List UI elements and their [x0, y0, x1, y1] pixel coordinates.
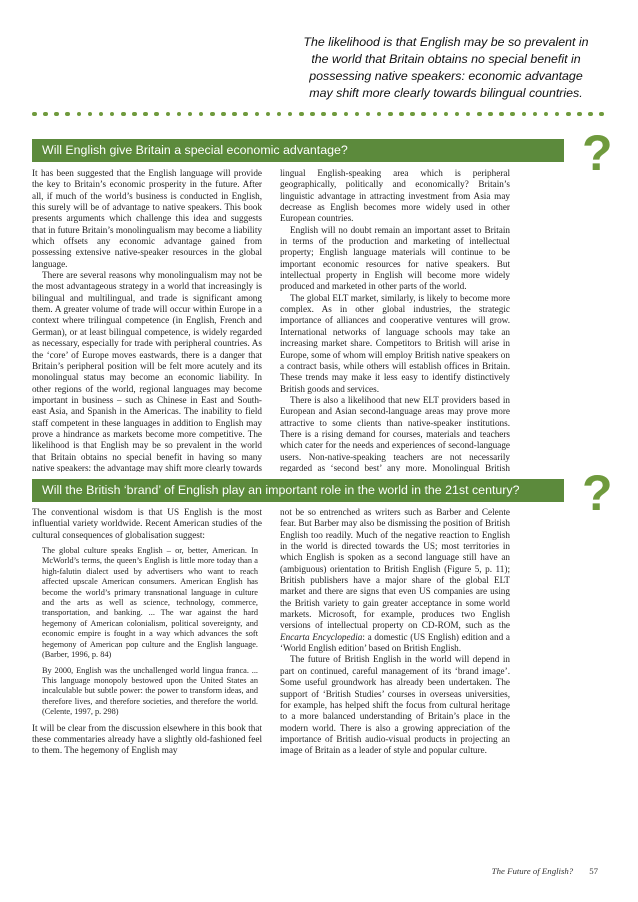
- divider-dot: [177, 112, 182, 117]
- page-footer: [492, 866, 598, 876]
- divider-dot: [277, 112, 282, 117]
- divider-dot: [555, 112, 560, 117]
- divider-dot: [232, 112, 237, 117]
- divider-dot: [255, 112, 260, 117]
- question-mark-graphic: ?: [582, 125, 613, 181]
- divider-dot: [444, 112, 449, 117]
- divider-dot: [522, 112, 527, 117]
- italic-title: Encarta: [280, 631, 310, 642]
- divider-dot: [166, 112, 171, 117]
- block-quote-celente: By 2000, English was the unchallenged world lingua franca. ... This language monopoly bestowed upon the United States an incalculable but subtle power: the power to transform ideas, and therefore lives, and therefore societies, and therefore the world. (Celente, 1997, p. 298): [42, 665, 258, 717]
- divider-dot: [132, 112, 137, 117]
- divider-dot: [599, 112, 604, 117]
- divider-dot: [366, 112, 371, 117]
- paragraph: [280, 507, 510, 654]
- divider-dot: [243, 112, 248, 117]
- paragraph: The conventional wisdom is that US English is the most influential variety worldwide. Recent American studies of the cultural consequences of globalisation suggest:: [32, 507, 262, 540]
- divider-dot: [43, 112, 48, 117]
- divider-dot: [577, 112, 582, 117]
- divider-dot: [388, 112, 393, 117]
- question-mark-graphic: ?: [582, 465, 613, 521]
- divider-dot: [32, 112, 37, 117]
- section2-left-column: [32, 507, 262, 852]
- divider-dot: [199, 112, 204, 117]
- divider-dot: [477, 112, 482, 117]
- divider-dot: [321, 112, 326, 117]
- divider-dot: [121, 112, 126, 117]
- divider-dot: [544, 112, 549, 117]
- pull-quote: The likelihood is that English may be so prevalent in the world that Britain obtains no special benefit in possessing native speakers: economic advantage may shift more clearly towards bilingual countries.: [303, 35, 589, 100]
- divider-dot: [499, 112, 504, 117]
- divider-dot: [455, 112, 460, 117]
- divider-dot: [288, 112, 293, 117]
- divider-dot: [488, 112, 493, 117]
- paragraph: The global ELT market, similarly, is likely to become more complex. As in other global industries, the strategic importance of alliances and cooperative ventures will grow. International networks of language schools may take an increasing market share. Competitors to British will arise in Europe, some of whom will employ British native speakers on a contract basis, while others will establish offices in Britain. These trends may make it less easy to identify distinctively British goods and services.: [280, 292, 510, 394]
- divider-dot: [99, 112, 104, 117]
- italic-title: Encyclopedia: [312, 631, 363, 642]
- divider-dot: [421, 112, 426, 117]
- paragraph: English will no doubt remain an important asset to Britain in terms of the production and marketing of intellectual property; English language materials will continue to be important economic resources for native speakers. But intellectual property in English will become more widely produced and marketed in other parts of the world.: [280, 224, 510, 292]
- text-run: : a domestic (US English) edition and a ‘World English edition’ based on British English.: [280, 631, 510, 654]
- section1-right-column: [280, 168, 510, 472]
- divider-dot: [399, 112, 404, 117]
- block-quote-barber: The global culture speaks English – or, better, American. In McWorld’s terms, the queen’s English is little more today than a high-falutin dialect used by advertisers who want to reach affected upscale American consumers. American English has become the world’s primary transnational language in culture and the arts as well as science, technology, commerce, transportation, and banking. ... The war against the hard hegemony of American colonialism, political sovereignty, and economic empire is fought in a way which advances the soft hegemony of American pop culture and the English language. (Barber, 1996, p. 84): [42, 546, 258, 660]
- section1-left-column: [32, 168, 262, 472]
- divider-dot: [188, 112, 193, 117]
- page-number: 57: [589, 866, 598, 876]
- divider-dot: [266, 112, 271, 117]
- divider-dot: [54, 112, 59, 117]
- divider-dot: [88, 112, 93, 117]
- dotted-divider: [32, 110, 604, 118]
- divider-dot: [566, 112, 571, 117]
- paragraph: lingual English-speaking area which is peripheral geographically, politically and economically? Britain’s linguistic advantage in attracting investment from Asia may decrease as English becomes more widely used in other European countries.: [280, 168, 510, 224]
- divider-dot: [299, 112, 304, 117]
- divider-dot: [588, 112, 593, 117]
- divider-dot: [154, 112, 159, 117]
- divider-dot: [210, 112, 215, 117]
- text-run: not be so entrenched as writers such as Barber and Celente fear. But Barber may also be dismissing the position of British English too readily. Much of the negative reaction to English in the world is directed towards the US; most territories in which English is spoken as a second language still have an (ambiguous) orientation to British English (Figure 5, p. 11); British publishers have a major share of the global ELT market and there are signs that even US companies are using the British variety to gain greater acceptance in some world markets. Microsoft, for example, produces two English versions of intellectual property on CD-ROM, such as the: [280, 507, 510, 631]
- paragraph: The future of British English in the world will depend in part on continued, careful management of its ‘brand image’. Some useful groundwork has already been undertaken. The support of ‘British Studies’ courses in overseas universities, for example, has helped shift the focus from cultural heritage to a more balanced understanding of Britain’s place in the modern world. There is also a growing appreciation of the importance of British audio-visual products in projecting an image of Britain as a leader of style and popular culture.: [280, 654, 510, 756]
- divider-dot: [466, 112, 471, 117]
- running-title: The Future of English?: [491, 866, 574, 876]
- paragraph: There is also a likelihood that new ELT providers based in European and Asian second-language areas may prove more attractive to some clients than native-speaker institutions. There is a rising demand for courses, materials and teachers which cater for the needs and experiences of second-language users. Non-native-speaking teachers are not necessarily regarded as ‘second best’ any more. Monolingual British: [280, 394, 510, 472]
- divider-dot: [65, 112, 70, 117]
- divider-dot: [410, 112, 415, 117]
- divider-dot: [310, 112, 315, 117]
- divider-dot: [110, 112, 115, 117]
- divider-dot: [77, 112, 82, 117]
- divider-dot: [377, 112, 382, 117]
- divider-dot: [433, 112, 438, 117]
- paragraph: It will be clear from the discussion elsewhere in this book that these commentaries already have a slightly old-fashioned feel to them. The hegemony of English may: [32, 722, 262, 756]
- divider-dot: [533, 112, 538, 117]
- section2-right-column: [280, 507, 510, 852]
- divider-dot: [344, 112, 349, 117]
- divider-dot: [143, 112, 148, 117]
- paragraph: It has been suggested that the English language will provide the key to Britain’s economic prosperity in the future. After all, if much of the world’s business is conducted in English, this surely will be of advantage to native speakers. This book presents arguments which challenge this idea and suggests that in future Britain’s monolingualism may become a liability which offsets any economic advantage gained from possessing extensive native-speaker resources in the global language.: [32, 168, 262, 269]
- divider-dot: [332, 112, 337, 117]
- divider-dot: [510, 112, 515, 117]
- divider-dot: [355, 112, 360, 117]
- section-heading-economic-advantage: Will English give Britain a special economic advantage?: [32, 139, 564, 162]
- section-heading-british-brand: Will the British ‘brand’ of English play an important role in the world in the 21st century?: [32, 479, 564, 502]
- divider-dot: [221, 112, 226, 117]
- paragraph: There are several reasons why monolingualism may not be the most advantageous strategy in a world that increasingly is bilingual and multilingual, and trade is significant among them. A greater volume of trade will occur within Europe in a context where trilingual competence (in English, French and German), or at least bilingual competence, is widely regarded as necessary, especially for trade with peripheral countries. As the ‘core’ of Europe moves eastwards, there is a danger that Britain’s peripheral position will be felt more acutely and its monolingual status may become an economic liability. In other regions of the world, regional languages may become important in business – such as Chinese in East and South-east Asia, and Spanish in the Americas. The inability to field staff competent in these languages in addition to English may prove a hindrance as markets become more competitive. The likelihood is that English may be so prevalent in the world that Britain obtains no special benefit in having so many native speakers: the advantage may shift more clearly towards: [32, 270, 262, 472]
